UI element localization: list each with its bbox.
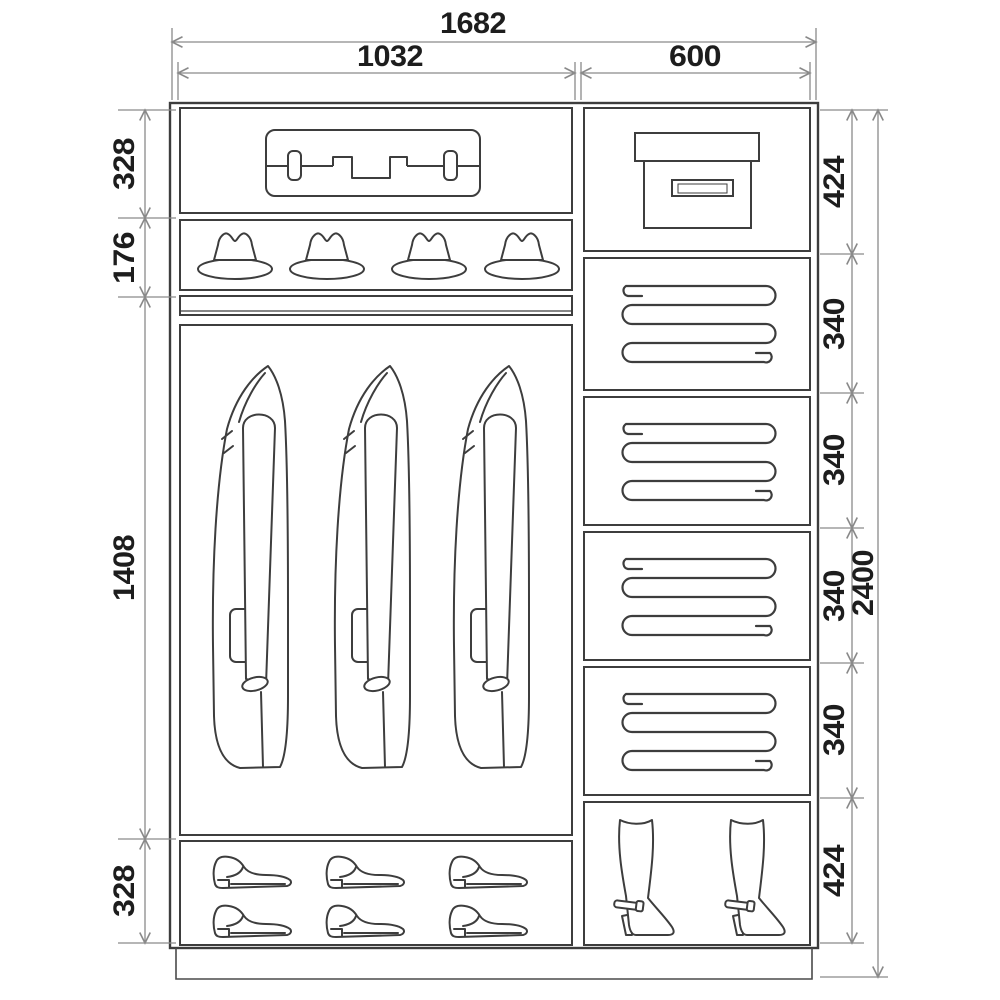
dim-label-left-width: 1032 [357, 40, 423, 73]
hat-icon [198, 233, 272, 279]
folded-linen-icon [623, 424, 776, 500]
folded-linen-icon [623, 559, 776, 635]
plinth [176, 948, 812, 979]
dim-label-right-0: 424 [818, 159, 851, 208]
folded-linen-icon [623, 286, 776, 362]
shoe-icon [450, 906, 527, 937]
storage-box-icon [635, 133, 759, 228]
coat-icon [335, 366, 410, 768]
folded-linen-icon [623, 694, 776, 770]
boot-icon [614, 820, 674, 935]
boots-icon [614, 820, 785, 935]
dim-label-right-1: 340 [818, 301, 851, 350]
shoes-icon [214, 857, 527, 937]
dim-label-right-2: 340 [818, 437, 851, 486]
coats-icon [213, 366, 529, 768]
shoe-icon [214, 857, 291, 888]
shoe-icon [327, 906, 404, 937]
coat-icon [213, 366, 288, 768]
shoe-icon [450, 857, 527, 888]
dim-label-left-2: 1408 [108, 536, 141, 601]
dim-label-total-width: 1682 [440, 7, 506, 40]
hat-icon [290, 233, 364, 279]
coat-icon [454, 366, 529, 768]
dim-label-right-5: 424 [818, 848, 851, 897]
dim-label-right-3: 340 [818, 573, 851, 622]
shoe-icon [327, 857, 404, 888]
dim-label-right-4: 340 [818, 707, 851, 756]
hats-icon [198, 233, 559, 279]
shoe-icon [214, 906, 291, 937]
folded-linen-shelves [623, 286, 776, 770]
dim-label-left-1: 176 [108, 235, 141, 284]
compartment-rail-strip [180, 296, 572, 315]
dim-label-left-0: 328 [108, 141, 141, 190]
dim-label-left-3: 328 [108, 868, 141, 917]
dim-label-total-height: 2400 [847, 551, 880, 616]
hat-icon [392, 233, 466, 279]
dim-label-right-width: 600 [669, 40, 721, 73]
compartment-suitcase [180, 108, 572, 213]
hat-icon [485, 233, 559, 279]
suitcase-icon [266, 130, 480, 196]
boot-icon [725, 820, 785, 935]
